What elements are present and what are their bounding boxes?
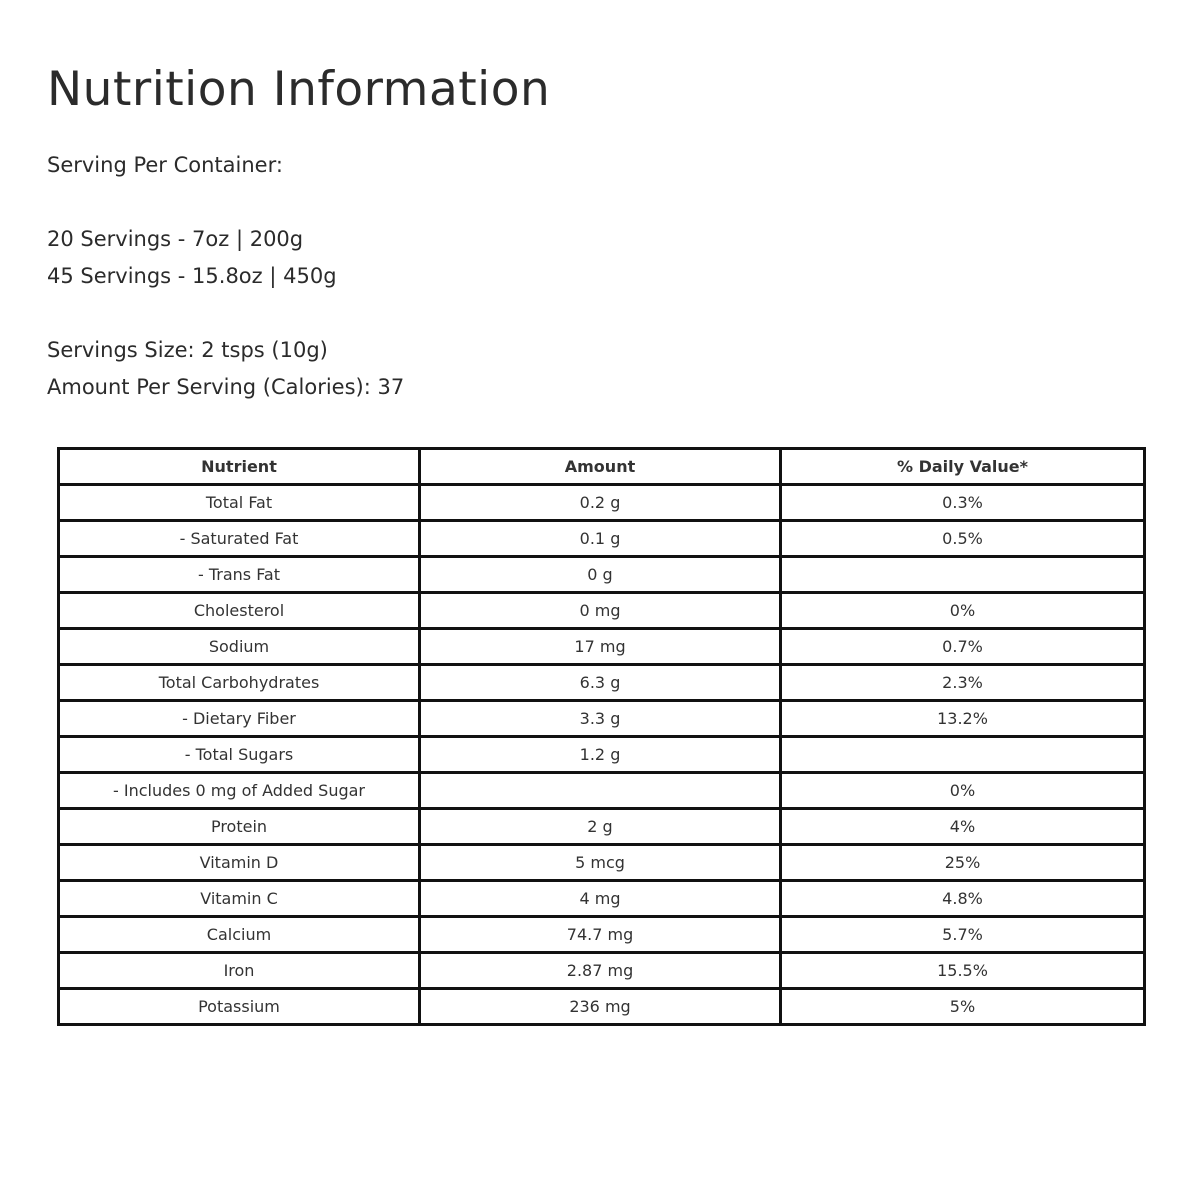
table-row (59, 809, 1145, 845)
nutrient-cell: Protein (59, 809, 420, 845)
table-row (59, 557, 1145, 593)
nutrient-cell: Vitamin D (59, 845, 420, 881)
daily-value-cell: 2.3% (781, 665, 1145, 701)
amount-cell (420, 773, 781, 809)
daily-value-cell: 0% (781, 593, 1145, 629)
serving-per-container-label: Serving Per Container: (47, 153, 283, 177)
table-body (59, 485, 1145, 1025)
header-daily-value: % Daily Value* (781, 449, 1145, 485)
daily-value-cell: 13.2% (781, 701, 1145, 737)
amount-cell: 0.1 g (420, 521, 781, 557)
table-row (59, 593, 1145, 629)
table-header (59, 449, 1145, 485)
amount-cell: 0 g (420, 557, 781, 593)
header-amount: Amount (420, 449, 781, 485)
table-row (59, 629, 1145, 665)
amount-cell: 0.2 g (420, 485, 781, 521)
nutrient-cell: Total Fat (59, 485, 420, 521)
table-row (59, 845, 1145, 881)
nutrient-cell: Potassium (59, 989, 420, 1025)
amount-cell: 2.87 mg (420, 953, 781, 989)
daily-value-cell (781, 737, 1145, 773)
serving-size: Servings Size: 2 tsps (10g) (47, 338, 328, 362)
amount-cell: 4 mg (420, 881, 781, 917)
daily-value-cell: 0% (781, 773, 1145, 809)
table-row (59, 701, 1145, 737)
table-row (59, 917, 1145, 953)
amount-cell: 74.7 mg (420, 917, 781, 953)
amount-cell: 236 mg (420, 989, 781, 1025)
nutrition-table (57, 447, 1146, 1026)
daily-value-cell: 0.7% (781, 629, 1145, 665)
amount-cell: 1.2 g (420, 737, 781, 773)
amount-cell: 3.3 g (420, 701, 781, 737)
serving-option-45: 45 Servings - 15.8oz | 450g (47, 264, 337, 288)
table-row (59, 773, 1145, 809)
amount-cell: 2 g (420, 809, 781, 845)
nutrient-cell: Total Carbohydrates (59, 665, 420, 701)
daily-value-cell: 0.3% (781, 485, 1145, 521)
nutrient-cell: Cholesterol (59, 593, 420, 629)
amount-cell: 6.3 g (420, 665, 781, 701)
daily-value-cell: 5% (781, 989, 1145, 1025)
daily-value-cell: 5.7% (781, 917, 1145, 953)
table-row (59, 521, 1145, 557)
daily-value-cell (781, 557, 1145, 593)
nutrient-cell: Sodium (59, 629, 420, 665)
nutrient-cell: Calcium (59, 917, 420, 953)
table-row (59, 881, 1145, 917)
daily-value-cell: 4% (781, 809, 1145, 845)
daily-value-cell: 25% (781, 845, 1145, 881)
table-row (59, 953, 1145, 989)
table-row (59, 989, 1145, 1025)
amount-cell: 0 mg (420, 593, 781, 629)
amount-cell: 17 mg (420, 629, 781, 665)
daily-value-cell: 4.8% (781, 881, 1145, 917)
table-header-row (59, 449, 1145, 485)
nutrient-cell: - Dietary Fiber (59, 701, 420, 737)
nutrient-cell: Iron (59, 953, 420, 989)
nutrient-cell: - Trans Fat (59, 557, 420, 593)
serving-option-20: 20 Servings - 7oz | 200g (47, 227, 304, 251)
header-nutrient: Nutrient (59, 449, 420, 485)
table-row (59, 737, 1145, 773)
nutrient-cell: - Includes 0 mg of Added Sugar (59, 773, 420, 809)
amount-cell: 5 mcg (420, 845, 781, 881)
nutrient-cell: - Saturated Fat (59, 521, 420, 557)
nutrient-cell: Vitamin C (59, 881, 420, 917)
table-row (59, 485, 1145, 521)
nutrient-cell: - Total Sugars (59, 737, 420, 773)
daily-value-cell: 15.5% (781, 953, 1145, 989)
table-row (59, 665, 1145, 701)
daily-value-cell: 0.5% (781, 521, 1145, 557)
calories-per-serving: Amount Per Serving (Calories): 37 (47, 375, 405, 399)
page-title: Nutrition Information (47, 62, 551, 117)
